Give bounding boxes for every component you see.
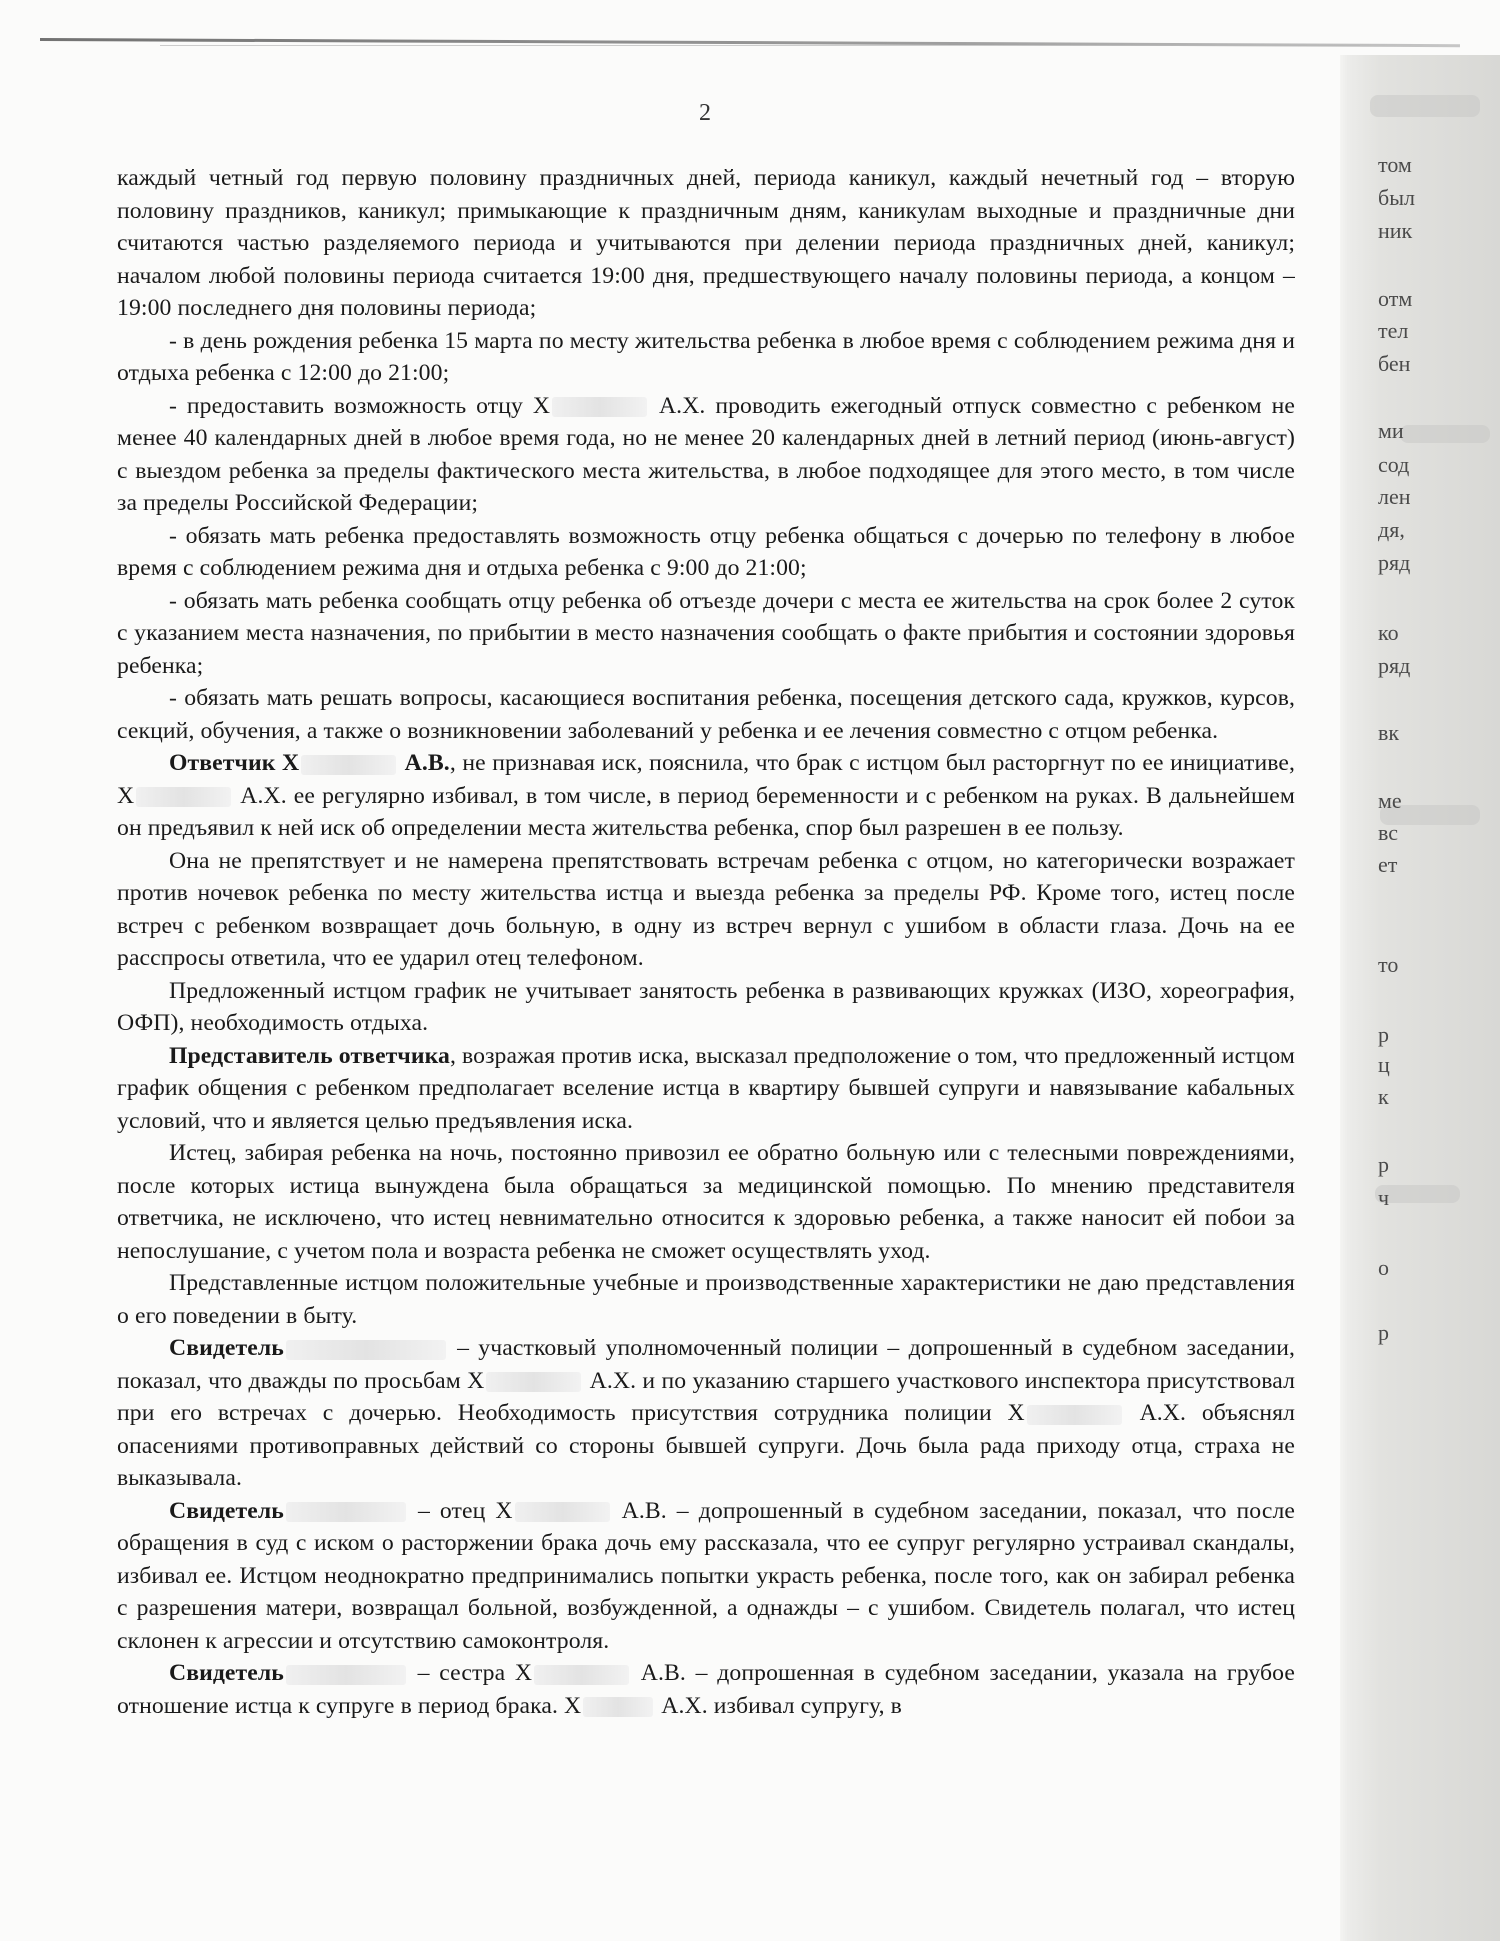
paragraph-overnight: Истец, забирая ребенка на ночь, постоянно привозил ее обратно больную или с телесными повреждениями, после которых истица вынуждена была обращаться за медицинской помощью. По мнению представителя ответчика, не исключено, что истец невнимательно относится к здоровью ребенка, а также наносит ей побои за непослушание, с учетом пола и возраста ребенка не сможет осуществлять уход. [117,1140,1295,1264]
margin-fragment: ник [1378,218,1413,243]
margin-fragment: лен [1378,484,1411,509]
margin-fragment: ме [1378,788,1402,813]
paragraph-vacation: - предоставить возможность отцу Х А.Х. проводить ежегодный отпуск совместно с ребенком не менее 40 календарных дней в любое время года, но не менее 20 календарных дней в летний период (июнь-август) с выездом ребенка за пределы фактического места жительства, в любое подходящее для этого место, в том числе за пределы Российской Федерации; [117,392,1295,516]
paragraph-birthday: - в день рождения ребенка 15 марта по месту жительства ребенка в любое время с соблюдением режима дня и отдыха ребенка с 12:00 до 21:00; [117,327,1295,386]
margin-fragment: ряд [1378,653,1411,678]
redaction-mark [286,1340,446,1360]
redaction-mark [515,1502,610,1522]
margin-fragment: вс [1378,820,1399,845]
paragraph-departure: - обязать мать ребенка сообщать отцу ребенка об отъезде дочери с места ее жительства на срок более 2 суток с указанием места назначения, по прибытии в место назначения сообщать о факте прибытия и состоянии здоровья ребенка; [117,587,1295,679]
paragraph-characteristics: Представленные истцом положительные учебные и производственные характеристики не даю представления о его поведении в быту. [117,1270,1295,1329]
margin-fragment: к [1378,1084,1389,1109]
witness-label: Свидетель [169,1660,284,1686]
paragraph-schedule: Предложенный истцом график не учитывает занятость ребенка в развивающих кружках (ИЗО, хореография, ОФП), необходимость отдыха. [117,977,1295,1036]
next-page-bleed-through [1340,55,1500,1941]
margin-fragment: ет [1378,852,1398,877]
redaction-mark [286,1665,406,1685]
margin-fragment: р [1378,1152,1389,1177]
margin-fragment: дя, [1378,517,1405,542]
witness-label: Свидетель [169,1335,284,1361]
paragraph-no-obstruction: Она не препятствует и не намерена препятствовать встречам ребенка с отцом, но категорически возражает против ночевок ребенка по месту жительства истца и выезда ребенка за пределы РФ. Кроме того, истец после встреч с ребенком возвращает дочь больную, в одну из встреч вернул с ушибом в области глаза. Дочь на ее расспросы ответила, что ее ударил отец телефоном. [117,847,1295,971]
witness-label: Свидетель [169,1497,284,1524]
margin-fragment: ряд [1378,550,1411,575]
margin-fragment: о [1378,1255,1389,1280]
margin-fragment: вк [1378,720,1400,745]
document-body [117,162,1295,1722]
redaction-mark [552,397,647,417]
margin-fragment: р [1378,1022,1389,1047]
margin-fragment: то [1378,952,1399,977]
redaction-mark [583,1697,653,1717]
redaction-mark [486,1372,581,1392]
margin-fragment: отм [1378,286,1413,311]
margin-fragment: бен [1378,351,1411,376]
margin-fragment: ми [1378,418,1404,443]
redaction-mark [136,787,231,807]
margin-fragment: том [1378,152,1412,177]
paragraph-witness-police: Свидетель – участковый уполномоченный полиции – допрошенный в судебном заседании, показал, что дважды по просьбам Х А.Х. и по указанию старшего участкового инспектора присутствовал при его встречах с дочерью. Необходимость присутствия сотрудника полиции Х А.Х. объяснял опасениями противоправных действий со стороны бывшей супруги. Дочь была рада приходу отца, страха не выказывала. [117,1335,1296,1491]
margin-fragment: тел [1378,318,1409,343]
redaction-mark [286,1502,406,1522]
margin-fragment: ч [1378,1185,1390,1210]
margin-fragment: ко [1378,620,1399,645]
paragraph-representative: Представитель ответчика, возражая против иска, высказал предположение о том, что предложенный истцом график общения с ребенком предполагает вселение истца в квартиру бывшей супруги и навязывание кабальных условий, что и является целью предъявления иска. [117,1042,1295,1134]
page-top-shadow [160,45,1360,46]
redaction-mark [534,1665,629,1685]
paragraph-witness-father: Свидетель – отец Х А.В. – допрошенный в судебном заседании, показал, что после обращения в суд с иском о расторжении брака дочь ему рассказала, что ее супруг регулярно устраивал скандалы, избивал ее. Истцом неоднократно предпринимались попытки украсть ребенка, после того, как он забирал ребенка с разрешения матери, возвращал больной, возбужденной, а однажды – с ушибом. Свидетель полагал, что истец склонен к агрессии и отсутствию самоконтроля. [117,1497,1295,1654]
paragraph-phone: - обязать мать ребенка предоставлять возможность отцу ребенка общаться с дочерью по телефону в любое время с соблюдением режима дня и отдыха ребенка с 9:00 до 21:00; [117,522,1295,581]
margin-fragment: был [1378,185,1415,210]
margin-fragment: р [1378,1320,1389,1345]
page-number: 2 [699,100,711,126]
margin-fragment: сод [1378,452,1410,477]
redaction-mark [301,755,396,775]
paragraph-upbringing: - обязать мать решать вопросы, касающиеся воспитания ребенка, посещения детского сада, кружков, курсов, секций, обучения, а также о возникновении заболеваний у ребенка и ее лечения совместно с отцом ребенка. [117,685,1295,744]
respondent-label: Ответчик Х А.В. [169,750,450,776]
redaction-mark [1027,1405,1122,1425]
paragraph-holidays: каждый четный год первую половину праздничных дней, периода каникул, каждый нечетный год – вторую половину праздников, каникул; примыкающие к праздничным дням, каникулам выходные и праздничные дни считаются частью разделяемого периода и учитываются при делении периода праздничных дней, каникул; началом любой половины периода считается 19:00 дня, предшествующего началу половины периода, а концом – 19:00 последнего дня половины периода; [117,165,1295,321]
paragraph-witness-sister: Свидетель – сестра Х А.В. – допрошенная в судебном заседании, указала на грубое отношение истца к супруге в период брака. Х А.Х. избивал супругу, в [117,1660,1295,1719]
paragraph-respondent: Ответчик Х А.В., не признавая иск, пояснила, что брак с истцом был расторгнут по ее инициативе, Х А.Х. ее регулярно избивал, в том числе, в период беременности и с ребенком на руках. В дальнейшем он предъявил к ней иск об определении места жительства ребенка, спор был разрешен в ее пользу. [117,750,1295,841]
representative-label: Представитель ответчика [169,1042,450,1069]
margin-fragment: ц [1378,1052,1390,1077]
